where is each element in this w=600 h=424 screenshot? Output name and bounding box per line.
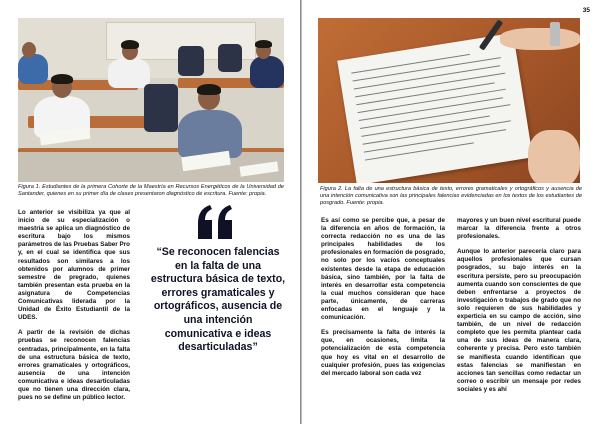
paragraph: Aunque lo anterior parecería claro para aquellos profesionales que cursan posgrados, su bajo interés en la escritura persiste, pero su preocupación aumenta cuando son conscientes de que deben enfrentarse a proyectos de investigación o trabajos de grado que no solo requieren de sus habilidades y experticia en su campo de acción, sino también, de un nivel de redacción completo que les permita plantear cada una de sus ideas de manera clara, coherente y precisa. Pero esto también se manifiesta cuando identifican que estas falencias se manifiestan en acciones tan sencillas como redactar un correo o escribir un mensaje por redes sociales y es ahí bbox=[457, 248, 581, 393]
photo-student bbox=[250, 56, 284, 88]
photo-text-line bbox=[365, 142, 474, 161]
paragraph: Es precisamente la falta de interés la que, en ocasiones, limita la potencialización de esta competencia que hoy es vital en el desarrollo de cualquier profesión, pues las exigencias del mercado laboral son cada vez bbox=[321, 329, 445, 377]
photo-chair bbox=[144, 84, 178, 132]
figure-2-caption: Figura 2. La falta de una estructura básica de texto, errores gramaticales y ortográficos y ausencia de una intención comunicativa son las principales falencias evidenciadas en los textos de los estudiantes de posgrado. Fuente: propia. bbox=[320, 186, 582, 206]
photo-head bbox=[22, 42, 36, 58]
photo-exam-sheet bbox=[337, 33, 533, 183]
photo-watch bbox=[550, 22, 560, 46]
photo-hair bbox=[197, 84, 221, 95]
classroom-photo bbox=[18, 18, 284, 182]
pull-quote: “Se reconocen falencias en la falta de una estructura básica de texto, errores gramaticales y ortográficos, ausencia de una intención comunicativa e ideas desarticuladas” bbox=[150, 246, 286, 354]
photo-student bbox=[18, 54, 48, 84]
photo-student bbox=[108, 58, 150, 88]
photo-chair bbox=[218, 44, 242, 72]
paragraph: A partir de la revisión de dichas pruebas se reconocen falencias centradas, principalmente, en la falta de una estructura básica de texto, errores gramaticales y ortográficos, ausencia de una intención comunicativa e ideas desarticuladas que no tienen una dirección clara, pues no se define un público lector. bbox=[18, 329, 130, 402]
photo-hair bbox=[255, 40, 272, 48]
paragraph: Lo anterior se visibiliza ya que al inicio de su especialización o maestría se aplica un diagnóstico de escritura bajo los mismos parámetros de las Pruebas Saber Pro y, en el cual se identifica que sus resultados son similares a los obtenidos por alumnos de primer semestre de pregrado, quienes también presentan esta prueba en la asignatura de Competencias Comunicativas liderada por la Unidad de Éxito Estudiantil de la UDES. bbox=[18, 209, 130, 322]
photo-hair bbox=[121, 40, 139, 49]
exam-paper-photo bbox=[318, 18, 580, 183]
right-body-column-2 bbox=[457, 217, 581, 401]
photo-chair bbox=[178, 46, 204, 76]
photo-student bbox=[178, 110, 242, 158]
paragraph: mayores y un buen nivel escritural puede marcar la diferencia frente a otros profesionales. bbox=[457, 217, 581, 241]
photo-hand bbox=[528, 130, 580, 183]
page-number: 35 bbox=[582, 7, 590, 14]
right-body-column-1 bbox=[321, 217, 445, 385]
paragraph: Es así como se percibe que, a pesar de la diferencia en años de formación, la correcta redacción no es una de las principales habilidades de los profesionales en formación de posgrado, no solo por los vacíos conceptuales existentes desde la etapa de educación básica, sino también, por la falta de interés en desarrollar esta competencia la cual muchos consideran que hace parte, únicamente, de carreras enfocadas en el lenguaje y la comunicación. bbox=[321, 217, 445, 322]
photo-hair bbox=[51, 74, 73, 84]
quote-mark-icon bbox=[196, 203, 236, 243]
left-body-column bbox=[18, 209, 130, 409]
figure-1-caption: Figura 1. Estudiantes de la primera Cohorte de la Maestría en Recursos Energéticos de la Universidad de Santander, quienes en su primer día de clases presentaron diagnóstico de escritura. Fuente: propia. bbox=[18, 184, 284, 197]
photo-hand bbox=[500, 28, 580, 50]
